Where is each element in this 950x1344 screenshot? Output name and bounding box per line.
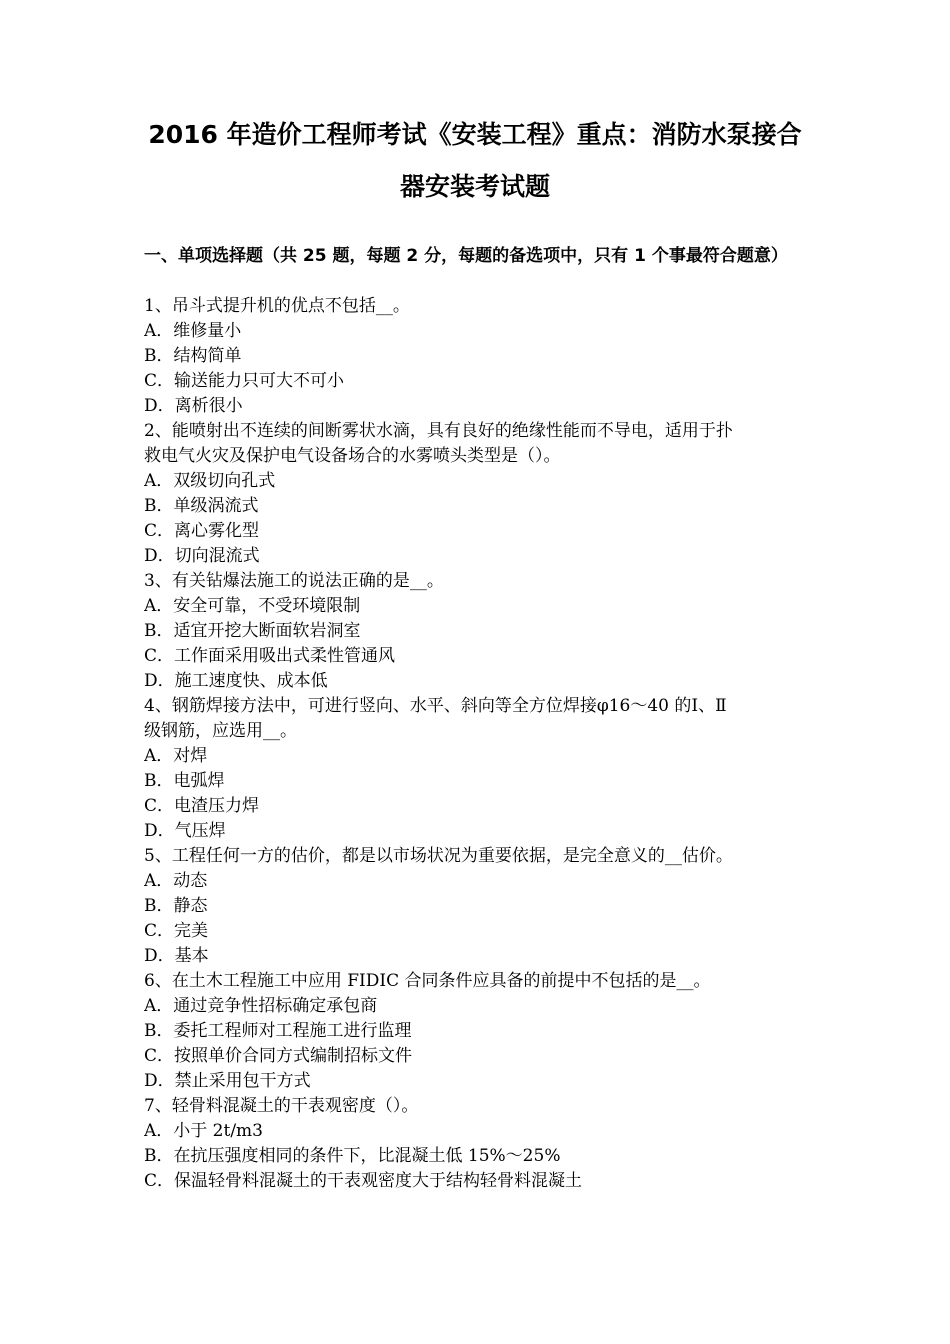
question-2-option-b: B．单级涡流式 [144,496,259,516]
question-5-option-c: C．完美 [144,921,209,941]
question-7-option-c: C．保温轻骨料混凝土的干表观密度大于结构轻骨料混凝土 [144,1171,583,1191]
question-5-option-d: D．基本 [144,946,209,966]
question-2-option-a: A．双级切向孔式 [144,471,276,491]
question-6-option-b: B．委托工程师对工程施工进行监理 [144,1021,412,1041]
question-2-option-c: C．离心雾化型 [144,521,260,541]
question-list [144,294,810,1194]
question-3-option-b: B．适宜开挖大断面软岩洞室 [144,621,361,641]
question-4-option-b: B．电弧焊 [144,771,225,791]
question-6-option-c: C．按照单价合同方式编制招标文件 [144,1046,413,1066]
question-1-option-a: A．维修量小 [144,321,242,341]
question-6-option-d: D．禁止采用包干方式 [144,1071,311,1091]
question-4-option-d: D．气压焊 [144,821,226,841]
question-5-option-a: A．动态 [144,871,208,891]
question-3-option-c: C．工作面采用吸出式柔性管通风 [144,646,396,666]
question-4-stem-line1: 4、钢筋焊接方法中，可进行竖向、水平、斜向等全方位焊接φ16～40 的Ⅰ、Ⅱ [144,696,727,716]
section-heading: 一、单项选择题（共 25 题，每题 2 分，每题的备选项中，只有 1 个事最符合题意） [144,246,788,266]
question-4-stem-line2: 级钢筋，应选用__。 [144,721,297,741]
question-2-stem-line2: 救电气火灾及保护电气设备场合的水雾喷头类型是（）。 [144,446,561,466]
document-title-line1: 2016 年造价工程师考试《安装工程》重点：消防水泵接合 [148,120,802,149]
question-1-option-d: D．离析很小 [144,396,243,416]
question-5-stem: 5、工程任何一方的估价，都是以市场状况为重要依据，是完全意义的__估价。 [144,846,733,866]
question-7-option-a: A．小于 2t/m3 [144,1121,263,1141]
question-5-option-b: B．静态 [144,896,208,916]
question-7-stem: 7、轻骨料混凝土的干表观密度（）。 [144,1096,419,1116]
question-1-option-b: B．结构简单 [144,346,242,366]
question-4-option-c: C．电渣压力焊 [144,796,260,816]
question-3-option-a: A．安全可靠，不受环境限制 [144,596,361,616]
question-7-option-b: B．在抗压强度相同的条件下，比混凝土低 15%～25% [144,1146,561,1166]
question-6-option-a: A．通过竞争性招标确定承包商 [144,996,378,1016]
question-3-stem: 3、有关钻爆法施工的说法正确的是__。 [144,571,444,591]
question-2-stem-line1: 2、能喷射出不连续的间断雾状水滴，具有良好的绝缘性能而不导电，适用于扑 [144,421,733,441]
document-title-line2: 器安装考试题 [399,172,550,201]
question-1-stem: 1、吊斗式提升机的优点不包括__。 [144,296,410,316]
question-3-option-d: D．施工速度快、成本低 [144,671,328,691]
question-4-option-a: A．对焊 [144,746,208,766]
question-1-option-c: C．输送能力只可大不可小 [144,371,345,391]
question-2-option-d: D．切向混流式 [144,546,260,566]
question-6-stem: 6、在土木工程施工中应用 FIDIC 合同条件应具备的前提中不包括的是__。 [144,971,711,991]
